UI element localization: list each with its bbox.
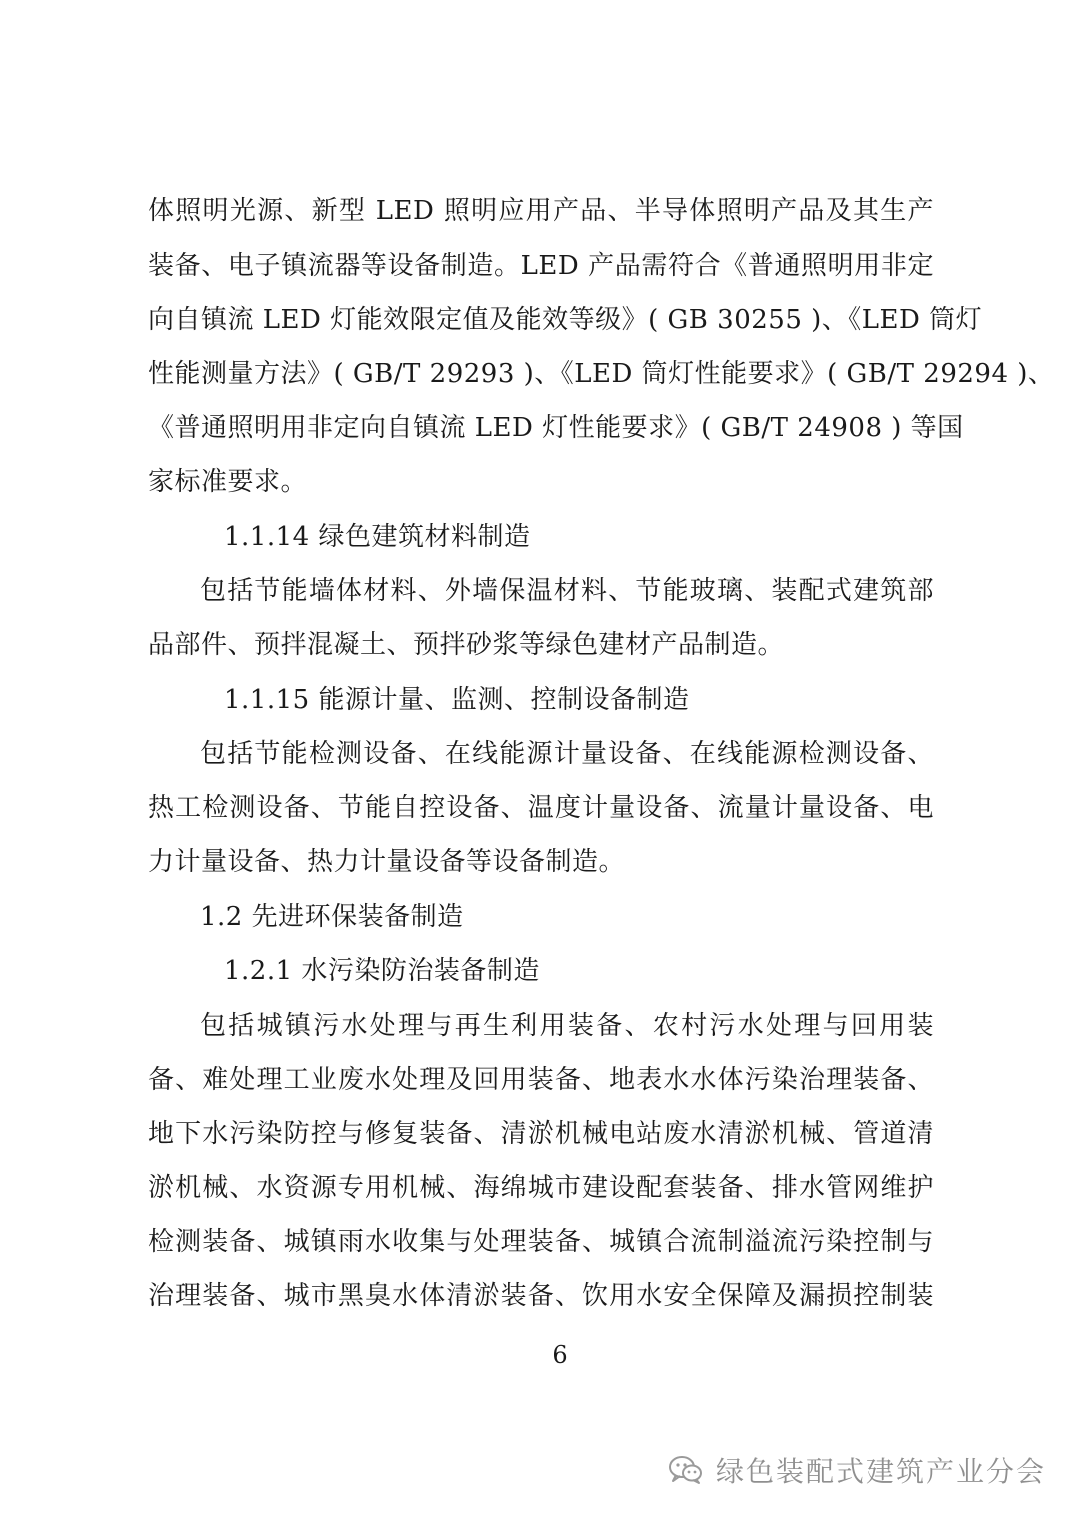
section-heading-1-2: 1.2 先进环保装备制造 [200,902,464,932]
body-line: 向自镇流 LED 灯能效限定值及能效等级》( GB 30255 )、《LED 筒灯 [148,305,983,335]
section-heading-1-1-15: 1.1.15 能源计量、监测、控制设备制造 [224,685,690,715]
body-line: 检测装备、城镇雨水收集与处理装备、城镇合流制溢流污染控制与 [148,1227,934,1257]
section-heading-1-1-14: 1.1.14 绿色建筑材料制造 [224,522,531,552]
page-number: 6 [552,1341,568,1369]
body-line: 治理装备、城市黑臭水体清淤装备、饮用水安全保障及漏损控制装 [148,1281,934,1311]
body-line: 淤机械、水资源专用机械、海绵城市建设配套装备、排水管网维护 [148,1173,934,1203]
body-line: 体照明光源、新型 LED 照明应用产品、半导体照明产品及其生产 [148,196,934,226]
body-line: 包括城镇污水处理与再生利用装备、农村污水处理与回用装 [200,1011,934,1041]
body-line: 热工检测设备、节能自控设备、温度计量设备、流量计量设备、电 [148,793,934,823]
watermark-text: 绿色装配式建筑产业分会 [715,1455,1046,1488]
body-line: 品部件、预拌混凝土、预拌砂浆等绿色建材产品制造。 [148,630,785,660]
body-line: 装备、电子镇流器等设备制造。LED 产品需符合《普通照明用非定 [148,251,934,281]
body-line: 力计量设备、热力计量设备等设备制造。 [148,847,626,877]
wechat-watermark [668,1448,1046,1492]
body-line: 包括节能检测设备、在线能源计量设备、在线能源检测设备、 [200,739,934,769]
wechat-icon [668,1455,704,1485]
section-heading-1-2-1: 1.2.1 水污染防治装备制造 [224,956,540,986]
body-line: 《普通照明用非定向自镇流 LED 灯性能要求》( GB/T 24908 ) 等国 [148,413,964,443]
body-line: 备、难处理工业废水处理及回用装备、地表水水体污染治理装备、 [148,1065,934,1095]
body-line: 地下水污染防控与修复装备、清淤机械电站废水清淤机械、管道清 [148,1119,934,1149]
body-line: 包括节能墙体材料、外墙保温材料、节能玻璃、装配式建筑部 [200,576,934,606]
body-line: 家标准要求。 [148,467,308,497]
body-line: 性能测量方法》( GB/T 29293 )、《LED 筒灯性能要求》( GB/T 29294 )、 [148,359,1055,389]
